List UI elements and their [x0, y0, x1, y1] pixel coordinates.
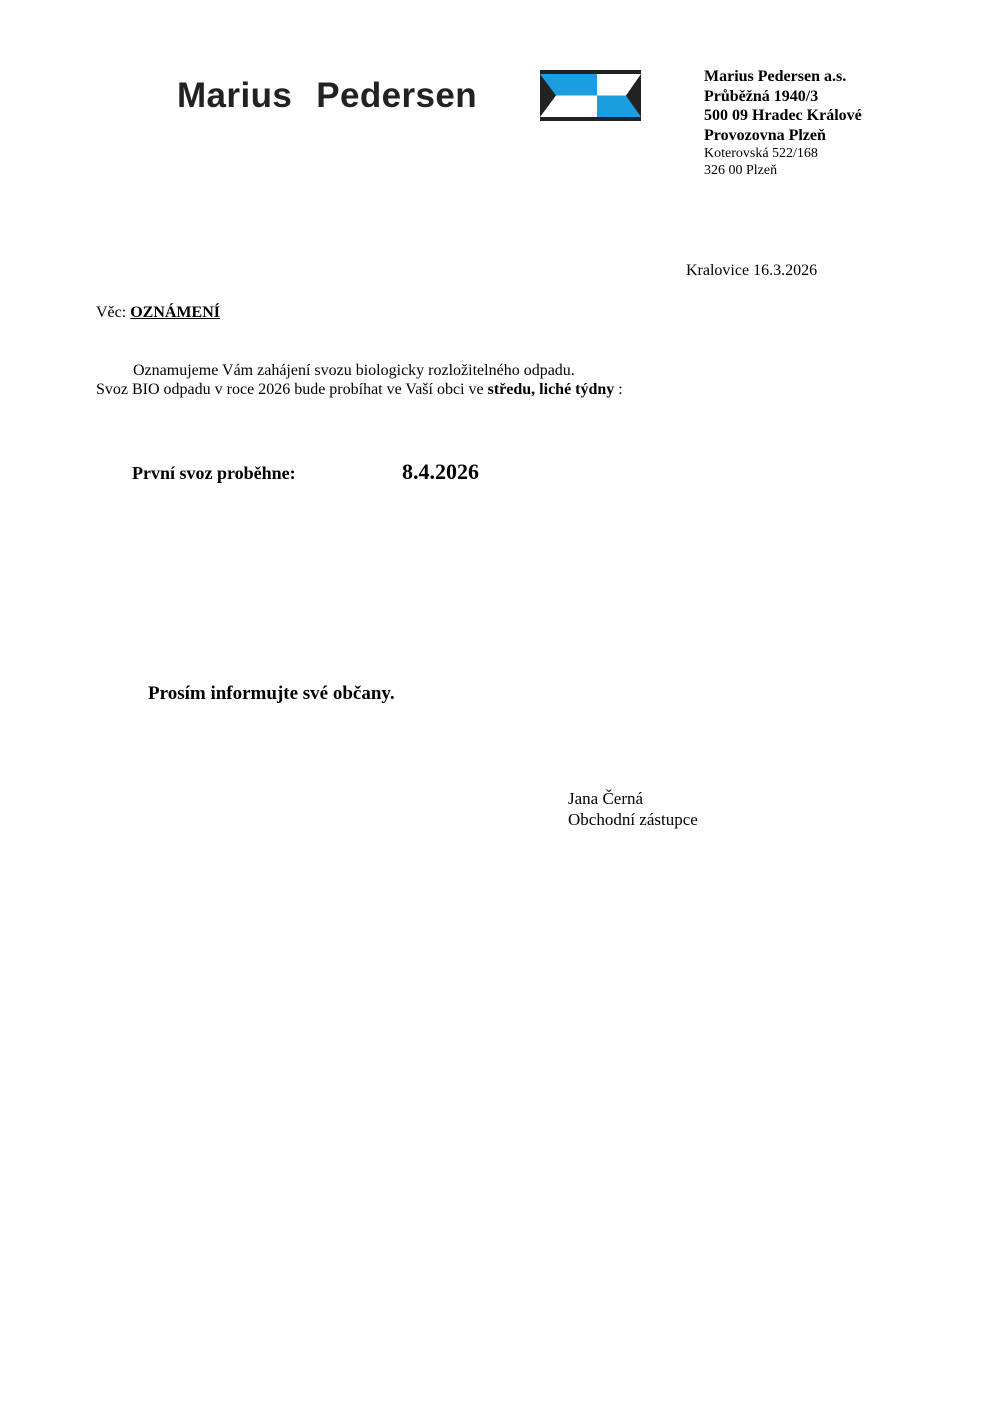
company-address-block	[704, 67, 862, 179]
logo-word-pedersen: Pedersen	[316, 76, 478, 115]
company-logo-text	[177, 74, 477, 118]
schedule-text: Svoz BIO odpadu v roce 2026 bude probíhat ve Vaší obci ve	[96, 381, 488, 398]
first-collection-label: První svoz proběhne:	[132, 463, 296, 483]
company-logo-icon	[540, 70, 641, 121]
schedule-paragraph	[96, 381, 623, 399]
company-city: 500 09 Hradec Králové	[704, 107, 862, 124]
company-street: Průběžná 1940/3	[704, 87, 819, 105]
logo-word-marius: Marius	[177, 76, 293, 115]
signature-block	[568, 788, 698, 830]
subject-label: Věc:	[96, 304, 127, 321]
announcement-paragraph: Oznamujeme Vám zahájení svozu biologicky rozložitelného odpadu.	[133, 362, 575, 379]
branch-street: Koterovská 522/168	[704, 146, 818, 161]
company-name: Marius Pedersen a.s.	[704, 68, 847, 85]
signature-name: Jana Černá	[568, 789, 644, 808]
place-and-date: Kralovice 16.3.2026	[686, 262, 818, 279]
branch-city: 326 00 Plzeň	[704, 163, 778, 178]
schedule-suffix: :	[614, 381, 623, 398]
request-note: Prosím informujte své občany.	[148, 683, 395, 704]
branch-name: Provozovna Plzeň	[704, 126, 826, 144]
signature-title: Obchodní zástupce	[568, 810, 698, 829]
schedule-days: středu, liché týdny	[487, 381, 615, 398]
subject-value: OZNÁMENÍ	[130, 304, 220, 321]
first-collection-date: 8.4.2026	[402, 459, 479, 484]
subject-line	[96, 304, 220, 322]
